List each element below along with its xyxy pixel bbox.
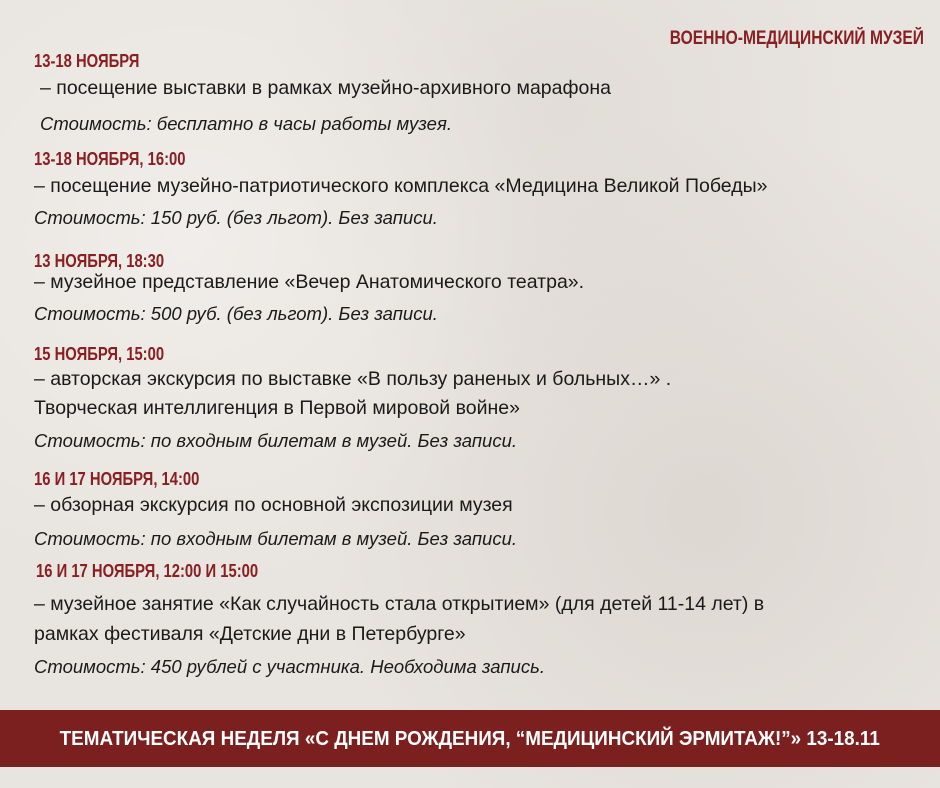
event-cost: Стоимость: по входным билетам в музей. Без записи.	[34, 430, 517, 451]
event-description: – музейное представление «Вечер Анатомического театра».	[34, 271, 585, 293]
event-cost: Стоимость: 450 рублей с участника. Необходима запись.	[34, 656, 545, 677]
event-cost: Стоимость: 500 руб. (без льгот). Без записи.	[34, 303, 438, 324]
event-date: 15 НОЯБРЯ, 15:00	[34, 343, 165, 364]
event-description: рамках фестиваля «Детские дни в Петербурге»	[34, 623, 466, 645]
event-date: 13-18 НОЯБРЯ	[34, 50, 140, 71]
event-cost: Стоимость: по входным билетам в музей. Без записи.	[34, 528, 517, 549]
event-date: 13 НОЯБРЯ, 18:30	[34, 250, 165, 271]
event-description: – посещение музейно-патриотического комплекса «Медицина Великой Победы»	[34, 175, 768, 197]
event-date: 13-18 НОЯБРЯ, 16:00	[34, 148, 186, 169]
event-cost: Стоимость: бесплатно в часы работы музея.	[40, 113, 452, 134]
event-description: – обзорная экскурсия по основной экспозиции музея	[34, 494, 513, 516]
event-date: 16 И 17 НОЯБРЯ, 12:00 И 15:00	[36, 560, 259, 581]
theme-banner	[0, 710, 940, 767]
event-description: Творческая интеллигенция в Первой мировой войне»	[34, 397, 520, 419]
museum-name: ВОЕННО-МЕДИЦИНСКИЙ МУЗЕЙ	[669, 28, 924, 49]
event-description: – авторская экскурсия по выставке «В пользу раненых и больных…» .	[34, 368, 672, 390]
banner-text: ТЕМАТИЧЕСКАЯ НЕДЕЛЯ «С ДНЕМ РОЖДЕНИЯ, “МЕДИЦИНСКИЙ ЭРМИТАЖ!”» 13-18.11	[59, 726, 881, 750]
event-cost: Стоимость: 150 руб. (без льгот). Без записи.	[34, 207, 438, 228]
event-date: 16 И 17 НОЯБРЯ, 14:00	[34, 468, 200, 489]
event-description: – музейное занятие «Как случайность стала открытием» (для детей 11-14 лет) в	[34, 593, 765, 615]
event-description: – посещение выставки в рамках музейно-архивного марафона	[40, 77, 612, 99]
